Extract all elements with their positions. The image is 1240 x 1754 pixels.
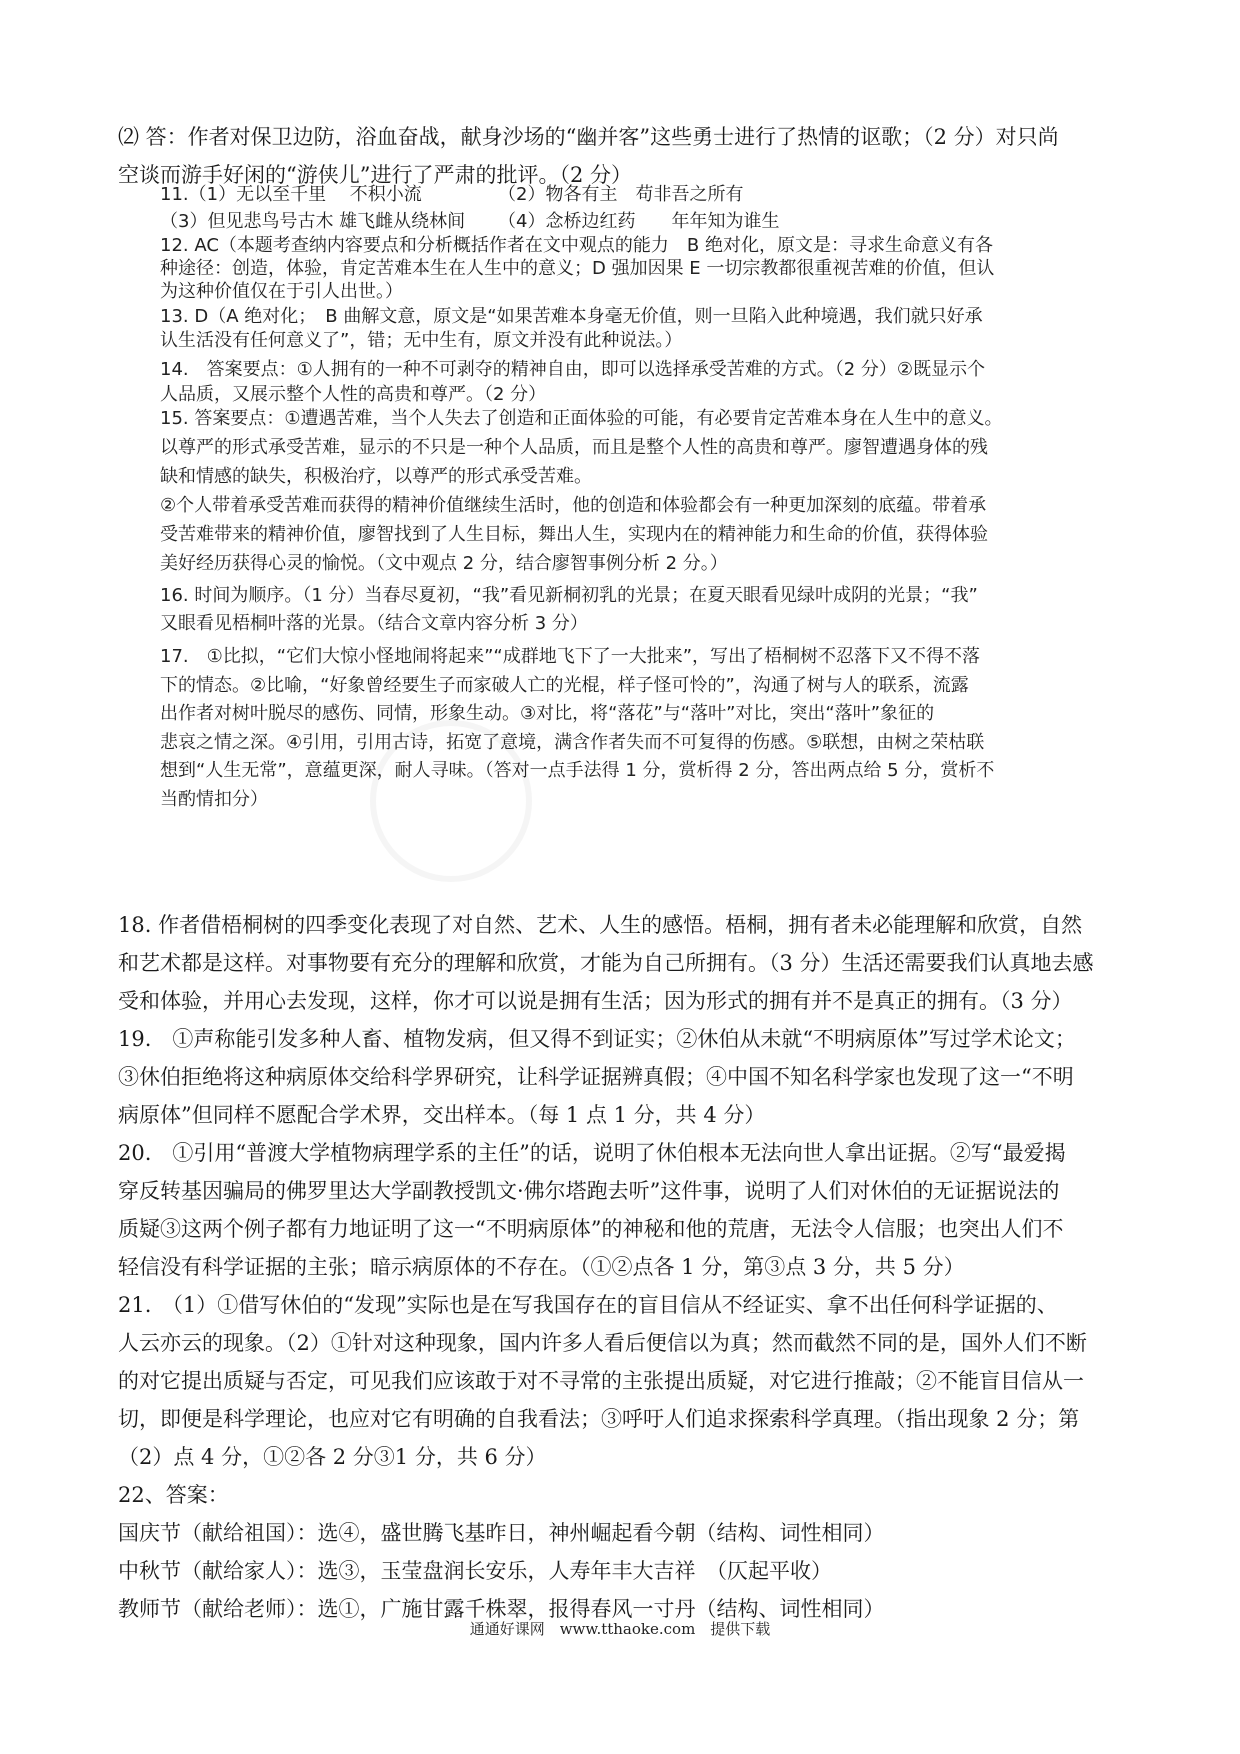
text-line: 美好经历获得心灵的愉悦。（文中观点 2 分，结合廖智事例分析 2 分。） (160, 553, 728, 574)
answer-11-part-2: （2）物各有主 苟非吾之所有 (498, 184, 744, 205)
answer-19 (118, 1020, 1122, 1134)
answer-22 (118, 1476, 1122, 1628)
text-line: 15. 答案要点：①遭遇苦难，当个人失去了创造和正面体验的可能，有必要肯定苦难本身在人生中的意义。 (160, 408, 1003, 429)
answer-11-row-2 (160, 207, 780, 233)
text-line: 22、答案： (118, 1483, 229, 1507)
text-line: 人品质，又展示整个人性的高贵和尊严。（2 分） (160, 384, 547, 405)
text-line: 13. D（A 绝对化； B 曲解文意，原文是“如果苦难本身毫无价值，则一旦陷入此种境遇，我们就只好承 (160, 306, 983, 327)
text-line: 12. AC（本题考查纳内容要点和分析概括作者在文中观点的能力 B 绝对化，原文是：寻求生命意义有各 (160, 235, 993, 256)
answer-14 (160, 357, 985, 407)
answer-11-part-3: （3）但见悲鸟号古木 雄飞雌从绕林间 (160, 211, 466, 232)
answers-18-22 (118, 906, 1122, 1628)
text-line: 18. 作者借梧桐树的四季变化表现了对自然、艺术、人生的感悟。梧桐，拥有者未必能理解和欣赏，自然 (118, 913, 1083, 937)
text-line: 下的情态。②比喻，“好象曾经要生子而家破人亡的光棍，样子怪可怜的”，沟通了树与人的联系，流露 (160, 674, 969, 696)
text-line: 穿反转基因骗局的佛罗里达大学副教授凯文·佛尔塔跑去听”这件事，说明了人们对休伯的无证据说法的 (118, 1179, 1060, 1203)
text-line: 缺和情感的缺失，积极治疗，以尊严的形式承受苦难。 (160, 466, 592, 487)
text-line: 认生活没有任何意义了”，错；无中生有，原文并没有此种说法。） (160, 330, 683, 351)
text-line: 中秋节（献给家人）：选③，玉莹盘润长安乐，人寿年丰大吉祥 （仄起平收） (118, 1559, 832, 1583)
text-line: 人云亦云的现象。（2）①针对这种现象，国内许多人看后便信以为真；然而截然不同的是，国外人们不断 (118, 1331, 1087, 1355)
text-line: 当酌情扣分） (160, 788, 268, 810)
text-line: 种途径：创造，体验，肯定苦难本生在人生中的意义；D 强加因果 E 一切宗教都很重视苦难的价值，但认 (160, 258, 995, 279)
text-line: 悲哀之情之深。④引用，引用古诗，拓宽了意境，满含作者失而不可复得的伤感。⑤联想，由树之荣枯联 (160, 731, 985, 753)
text-line: 和艺术都是这样。对事物要有充分的理解和欣赏，才能为自己所拥有。（3 分）生活还需要我们认真地去感 (118, 951, 1094, 975)
text-line: 受苦难带来的精神价值，廖智找到了人生目标，舞出人生，实现内在的精神能力和生命的价值，获得体验 (160, 524, 988, 545)
text-line: 14. 答案要点：①人拥有的一种不可剥夺的精神自由，即可以选择承受苦难的方式。（2 分）②既显示个 (160, 359, 986, 380)
answer-18 (118, 906, 1122, 1020)
text-line: 的对它提出质疑与否定，可见我们应该敢于对不寻常的主张提出质疑，对它进行推敲；②不能盲目信从一 (118, 1369, 1084, 1393)
answer-11-row-1 (160, 180, 744, 206)
answer-13 (160, 305, 983, 353)
text-line: 切，即便是科学理论，也应对它有明确的自我看法；③呼吁人们追求探索科学真理。（指出现象 2 分；第 (118, 1407, 1080, 1431)
answer-15 (160, 404, 1002, 578)
text-line: 出作者对树叶脱尽的感伤、同情，形象生动。③对比，将“落花”与“落叶”对比，突出“落叶”象征的 (160, 703, 935, 724)
text-line: 20. ①引用“普渡大学植物病理学系的主任”的话，说明了休伯根本无法向世人拿出证据。②写“最爱揭 (118, 1141, 1066, 1165)
text-line: ③休伯拒绝将这种病原体交给科学界研究，让科学证据辨真假；④中国不知名科学家也发现了这一“不明 (118, 1065, 1074, 1089)
text-line: 病原体”但同样不愿配合学术界，交出样本。（每 1 点 1 分，共 4 分） (118, 1103, 766, 1127)
text-line: 教师节（献给老师）：选①，广施甘露千株翠，报得春风一寸丹（结构、词性相同） (118, 1597, 885, 1621)
answer-21 (118, 1286, 1122, 1476)
answer-20 (118, 1134, 1122, 1286)
text-line: 轻信没有科学证据的主张；暗示病原体的不存在。（①②点各 1 分，第③点 3 分，共 5 分） (118, 1255, 965, 1279)
text-line: 国庆节（献给祖国）：选④，盛世腾飞基昨日，神州崛起看今朝（结构、词性相同） (118, 1521, 885, 1545)
answer-11-part-1: 11.（1）无以至千里 不积小流 (160, 184, 422, 205)
text-line: 16. 时间为顺序。（1 分）当春尽夏初，“我”看见新桐初乳的光景；在夏天眼看见绿叶成阴的光景；“我” (160, 585, 978, 606)
text-line: 又眼看见梧桐叶落的光景。（结合文章内容分析 3 分） (160, 613, 588, 634)
text-line: 17. ①比拟，“它们大惊小怪地闹将起来”“成群地飞下了一大批来”，写出了梧桐树不忍落下又不得不落 (160, 646, 981, 667)
text-line: 质疑③这两个例子都有力地证明了这一“不明病原体”的神秘和他的荒唐，无法令人信服；也突出人们不 (118, 1217, 1064, 1241)
page-footer: 通通好课网 www.tthaoke.com 提供下载 (469, 1620, 771, 1638)
text-line: ②个人带着承受苦难而获得的精神价值继续生活时，他的创造和体验都会有一种更加深刻的底蕴。带着承 (160, 495, 987, 516)
text-line: 空谈而游手好闲的“游侠儿”进行了严肃的批评。（2 分） (118, 163, 633, 187)
text-line: 为这种价值仅在于引人出世。） (160, 281, 403, 302)
answer-11-part-4: （4）念桥边红药 年年知为谁生 (498, 211, 780, 232)
text-line: 以尊严的形式承受苦难，显示的不只是一种个人品质，而且是整个人性的高贵和尊严。廖智遭遇身体的残 (160, 437, 988, 458)
text-line: 想到“人生无常”，意蕴更深，耐人寻味。（答对一点手法得 1 分，赏析得 2 分，答出两点给 5 分，赏析不 (160, 760, 995, 781)
text-line: （2）点 4 分，①②各 2 分③1 分，共 6 分） (118, 1445, 547, 1469)
answer-16 (160, 582, 978, 638)
text-line: ⑵ 答：作者对保卫边防，浴血奋战，献身沙场的“幽并客”这些勇士进行了热情的讴歌；（2 分）对只尚 (118, 125, 1059, 149)
answer-12 (160, 234, 994, 303)
text-line: 受和体验，并用心去发现，这样，你才可以说是拥有生活；因为形式的拥有并不是真正的拥有。（3 分） (118, 989, 1073, 1013)
answer-17 (160, 643, 994, 814)
text-line: 19. ①声称能引发多种人畜、植物发病，但又得不到证实；②休伯从未就“不明病原体”写过学术论文； (118, 1027, 1076, 1051)
text-line: 21. （1）①借写休伯的“发现”实际也是在写我国存在的盲目信从不经证实、拿不出任何科学证据的、 (118, 1293, 1058, 1317)
